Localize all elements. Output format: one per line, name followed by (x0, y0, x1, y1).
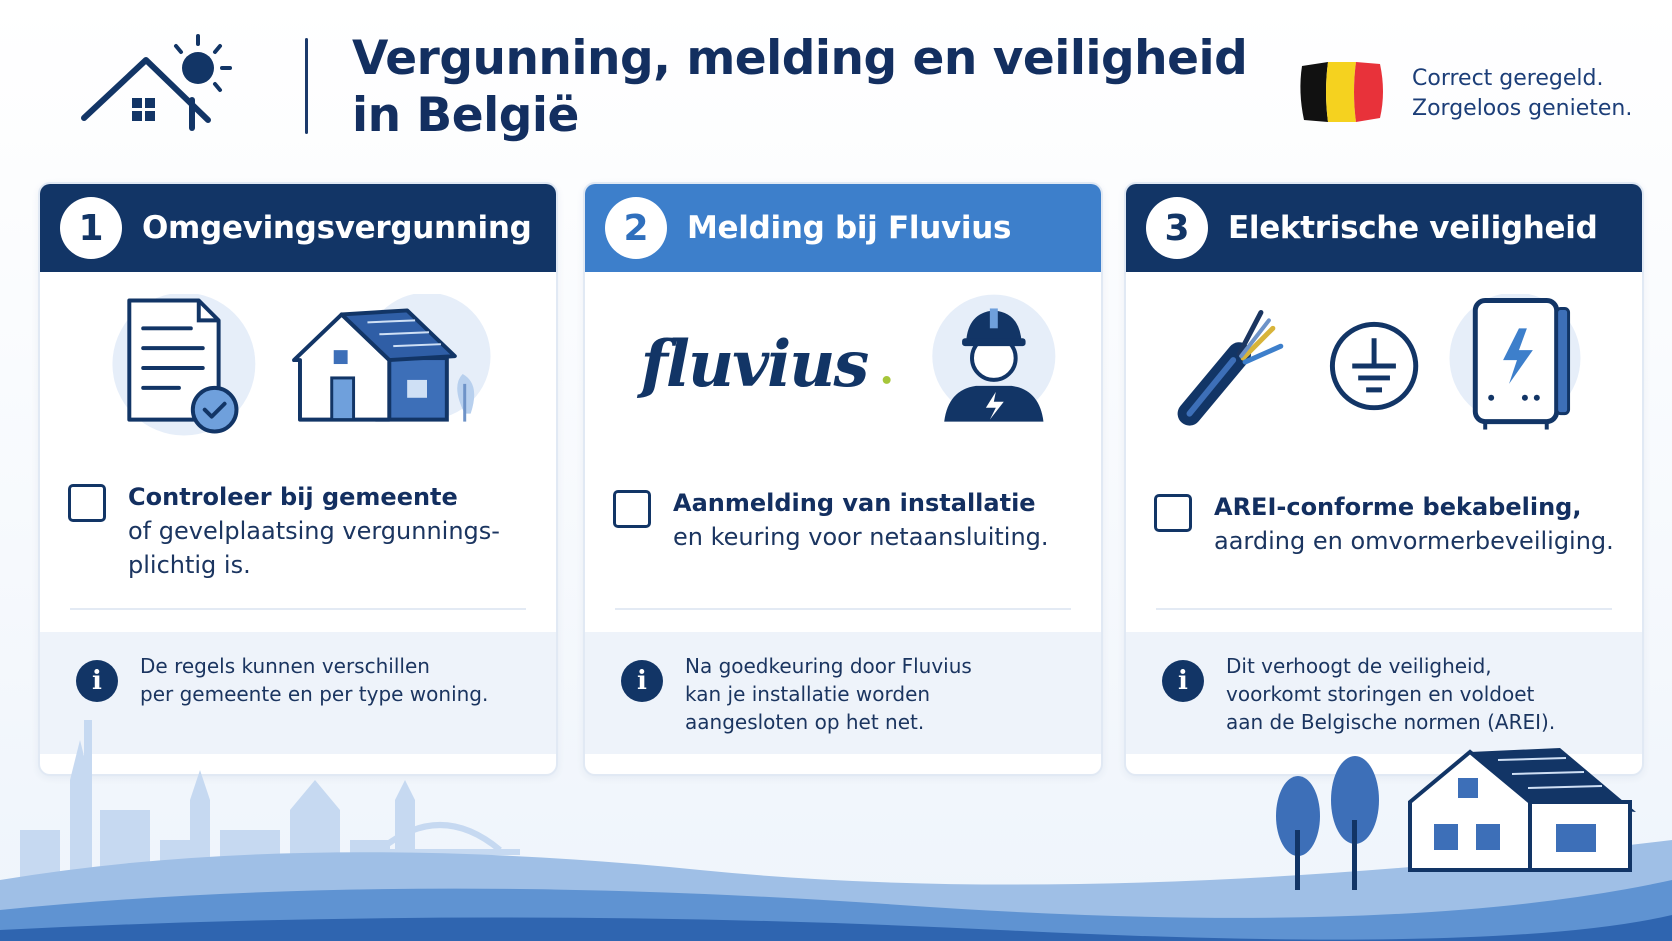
checklist-text (128, 480, 500, 582)
tagline-line-1: Correct geregeld. (1412, 66, 1604, 91)
checkbox[interactable] (613, 490, 651, 528)
ground-symbol-icon (1332, 324, 1415, 407)
checklist-text (673, 486, 1049, 554)
card-title: Melding bij Fluvius (687, 210, 1012, 246)
info-line: Na goedkeuring door Fluvius (685, 654, 972, 678)
checklist-item (1154, 490, 1624, 558)
card-header (40, 184, 556, 272)
checklist-item (613, 486, 1083, 554)
header (0, 0, 1672, 170)
page-title-line-2: in België (352, 88, 579, 143)
checklist-line: of gevelplaatsing vergunnings- (128, 517, 500, 545)
header-divider (305, 38, 308, 134)
card-illustration (585, 294, 1101, 444)
step-number: 3 (1146, 197, 1208, 259)
solar-house-icon (294, 294, 490, 422)
checklist-bold: Controleer bij gemeente (128, 483, 458, 511)
tagline (1412, 64, 1652, 124)
page-title (352, 30, 1252, 144)
tree-icon (1276, 756, 1379, 890)
cable-icon (1190, 312, 1281, 413)
checklist-line: aarding en omvormerbeveiliging. (1214, 527, 1614, 555)
step-number: 2 (605, 197, 667, 259)
card-elektrische-veiligheid (1124, 182, 1644, 776)
checklist-item (68, 480, 538, 582)
card-header (1126, 184, 1642, 272)
card-illustration (40, 294, 556, 444)
info-line: voorkomt storingen en voldoet (1226, 682, 1535, 706)
info-line: aan de Belgische normen (AREI). (1226, 710, 1556, 734)
info-line: per gemeente en per type woning. (140, 682, 489, 706)
checklist-line: plichtig is. (128, 551, 251, 579)
belgian-flag-icon (1296, 56, 1386, 128)
info-text (140, 652, 488, 708)
divider (70, 608, 526, 610)
house-sun-icon (80, 28, 250, 138)
solar-house-icon (1410, 748, 1636, 870)
checklist-line: en keuring voor netaansluiting. (673, 523, 1049, 551)
card-melding-fluvius (583, 182, 1103, 776)
checkbox[interactable] (1154, 494, 1192, 532)
step-number: 1 (60, 197, 122, 259)
fluvius-logo (637, 326, 891, 401)
divider (1156, 608, 1612, 610)
inverter-icon (1449, 294, 1580, 430)
checklist-bold: Aanmelding van installatie (673, 489, 1036, 517)
technician-icon (932, 295, 1055, 422)
info-icon: i (621, 660, 663, 702)
checklist-text (1214, 490, 1614, 558)
card-title: Omgevingsvergunning (142, 210, 532, 246)
checkbox[interactable] (68, 484, 106, 522)
info-icon: i (76, 660, 118, 702)
tagline-line-2: Zorgeloos genieten. (1412, 96, 1633, 121)
card-header (585, 184, 1101, 272)
info-line: kan je installatie worden (685, 682, 931, 706)
info-line: Dit verhoogt de veiligheid, (1226, 654, 1492, 678)
city-skyline-illustration (0, 720, 1672, 941)
card-title: Elektrische veiligheid (1228, 210, 1598, 246)
card-illustration (1126, 294, 1642, 444)
divider (615, 608, 1071, 610)
card-omgevingsvergunning (38, 182, 558, 776)
info-line: De regels kunnen verschillen (140, 654, 430, 678)
info-line: aangesloten op het net. (685, 710, 925, 734)
checklist-bold: AREI-conforme bekabeling, (1214, 493, 1582, 521)
fluvius-logo-text: fluvius (640, 325, 868, 401)
info-icon: i (1162, 660, 1204, 702)
document-check-icon (112, 294, 255, 435)
page-title-line-1: Vergunning, melding en veiligheid (352, 31, 1248, 86)
